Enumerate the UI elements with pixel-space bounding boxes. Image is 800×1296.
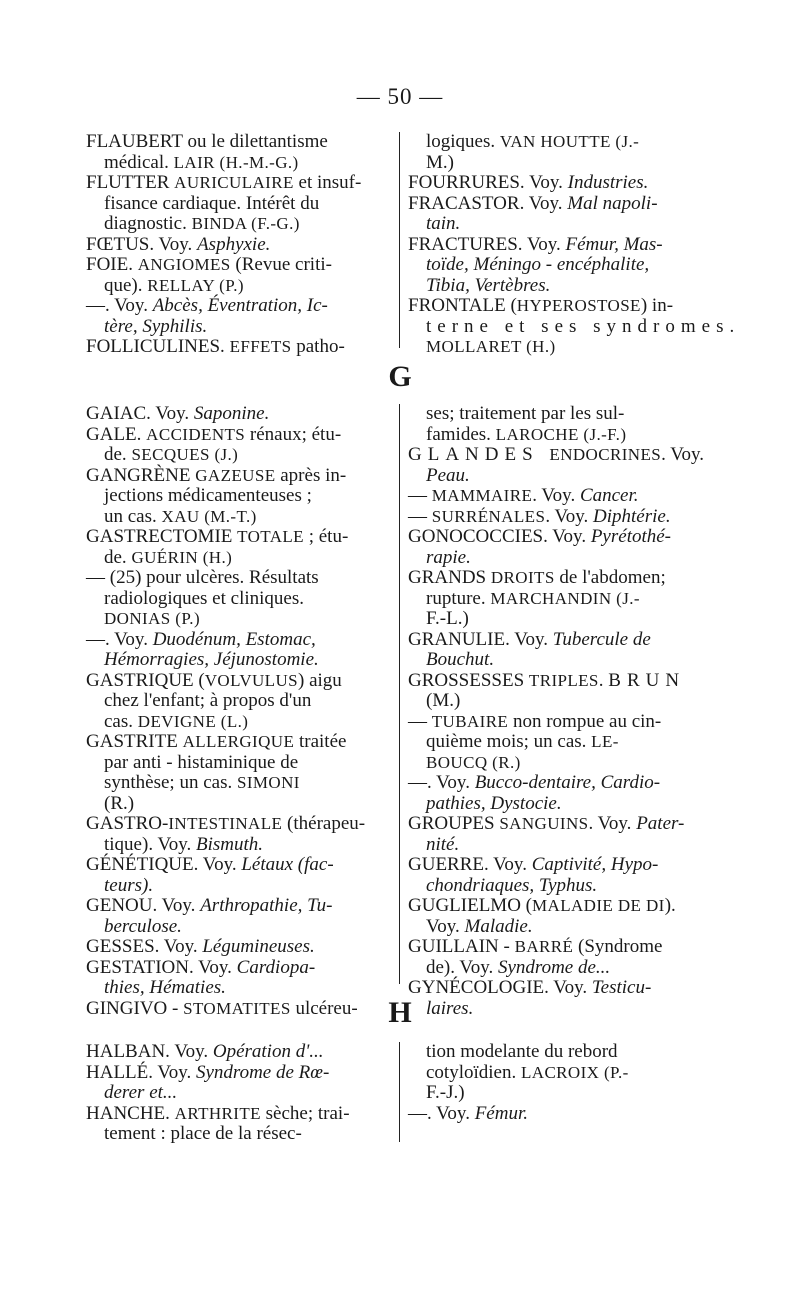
entry-text: GYNÉCOLOGIE. Voy. [408,977,592,998]
entry-text: de l'abdomen; [554,567,666,588]
cross-reference-text: Arthropathie, Tu- [200,895,333,916]
entry-line [408,794,714,815]
entry-line [86,173,392,194]
cross-reference-text: Abcès, Éventration, Ic- [152,295,328,316]
entry-text: . Voy. [588,813,637,834]
entry-line [86,855,392,876]
entry-text: — [408,710,432,732]
cross-reference-text: Industries. [567,172,649,193]
entry-line [408,194,714,215]
author-or-subtopic-text: TRIPLES [528,670,599,690]
section-f-entries [86,131,741,357]
entry-line [408,1083,714,1104]
right-column [408,131,741,358]
author-or-subtopic-text: ARTHRITE [174,1103,261,1123]
cross-reference-text: Bouchut. [426,649,495,670]
author-or-subtopic-text: BOUCQ (R.) [426,752,521,772]
entry-text: FRACASTOR. Voy. [408,192,568,214]
entry-text: . [598,669,609,691]
author-or-subtopic-text: MOLLARET (H.) [426,337,556,356]
entry-line [408,773,714,794]
cross-reference-text: Bucco-dentaire, Cardio- [474,772,661,793]
entry-text: FŒTUS. Voy. [86,233,198,255]
entry-line [408,173,714,194]
entry-line [86,548,392,569]
author-or-subtopic-text: LAIR (H.-M.-G.) [173,152,299,172]
entry-line [408,691,714,712]
entry-line [408,404,714,425]
entry-line [86,568,392,589]
entry-line [86,794,392,815]
author-or-subtopic-text: TUBAIRE [431,711,509,731]
author-or-subtopic-text: LACROIX (P.- [520,1062,629,1082]
entry-line [408,466,714,487]
author-or-subtopic-text: DONIAS (P.) [104,609,201,628]
cross-reference-text: Fémur, Mas- [565,233,663,255]
entry-text: de. [104,444,132,465]
author-or-subtopic-text: ACCIDENTS [146,424,246,444]
entry-text: Voy. [426,915,465,937]
entry-line [86,425,392,446]
entry-text: BRUN [608,669,686,691]
entry-text: rénaux; étu- [245,423,342,445]
entry-text: GAIAC. Voy. [86,403,194,424]
entry-text: ulcéreu- [290,997,358,1019]
entry-line [86,958,392,979]
entry-line [86,255,392,276]
entry-text: quième mois; un cas. [426,731,592,752]
cross-reference-text: Tibia, Vertèbres. [426,274,551,296]
entry-line [408,214,714,235]
entry-line [86,1124,392,1145]
entry-line [86,835,392,856]
cross-reference-text: chondriaques, Typhus. [426,874,598,896]
cross-reference-text: pathies, Dystocie. [426,792,562,814]
entry-line [86,527,392,548]
entry-line [86,650,392,671]
cross-reference-text: berculose. [104,915,182,937]
entry-text: tement : place de la résec- [104,1123,302,1144]
entry-text: GROSSESSES [408,669,529,691]
entry-line [408,814,714,835]
entry-text: GRANULIE. Voy. [408,628,553,650]
right-column [408,404,714,1019]
entry-line [86,153,392,174]
author-or-subtopic-text: DROITS [490,568,555,587]
entry-text: terne et ses syndromes. [426,315,741,337]
entry-text: GUERRE. Voy. [408,854,532,875]
cross-reference-text: tain. [426,213,461,234]
entry-text: FOLLICULINES. [86,336,230,357]
entry-text: F.-J.) [426,1082,465,1103]
entry-line [86,1104,392,1125]
entry-line [86,132,392,153]
entry-line [86,671,392,692]
section-h-entries [86,1042,714,1152]
author-or-subtopic-text: VOLVULUS [204,670,298,690]
cross-reference-text: Létaux (fac- [241,854,334,875]
author-or-subtopic-text: SURRÉNALES [431,506,546,526]
entry-text: . Voy. [545,505,594,527]
cross-reference-text: Opération d'... [212,1041,324,1062]
entry-text: que). [104,274,148,296]
entry-line [86,337,392,358]
entry-text: HALLÉ. Voy. [86,1061,196,1083]
cross-reference-text: Syndrome de Rœ- [195,1061,330,1083]
author-or-subtopic-text: MAMMAIRE [431,486,533,505]
entry-text: FOURRURES. Voy. [408,172,568,193]
entry-text: ) aigu [298,669,342,691]
author-or-subtopic-text: RELLAY (P.) [147,275,244,295]
author-or-subtopic-text: TOTALE [237,527,304,546]
cross-reference-text: Légumineuses. [202,936,315,957]
entry-line [408,671,714,692]
entry-text: . Voy. [661,444,705,465]
entry-text: — (25) pour ulcères. Résultats [86,567,319,588]
entry-line [86,1083,392,1104]
entry-text: ) in- [640,295,674,316]
entry-text: un cas. [104,505,162,527]
entry-line [408,896,714,917]
entry-text: ). [664,895,676,916]
entry-line [86,276,392,297]
entry-line [86,486,392,507]
entry-text: —. Voy. [86,628,153,650]
entry-text: tion modelante du rebord [426,1041,618,1062]
entry-line [408,486,714,507]
entry-line [408,153,714,174]
entry-line [86,507,392,528]
entry-text: jections médicamenteuses ; [104,485,312,506]
cross-reference-text: Syndrome de... [497,956,611,978]
entry-line [408,958,714,979]
entry-line [408,337,714,358]
entry-line [408,507,714,528]
entry-line [86,296,392,317]
entry-text: —. Voy. [86,295,153,316]
entry-line [86,773,392,794]
entry-text: traitée [294,731,347,752]
entry-text: diagnostic. [104,213,192,234]
entry-line [408,527,714,548]
cross-reference-text: Bismuth. [196,833,264,855]
cross-reference-text: Cardiopa- [236,956,316,978]
author-or-subtopic-text: SIMONI [236,773,300,792]
cross-reference-text: Captivité, Hypo- [531,854,659,875]
entry-line [86,630,392,651]
entry-text: GESTATION. Voy. [86,956,237,978]
author-or-subtopic-text: LE- [591,732,619,751]
entry-text: de. [104,546,132,568]
entry-line [408,732,714,753]
entry-line [408,548,714,569]
entry-text: GUILLAIN - [408,936,515,957]
column-divider [399,1042,400,1142]
cross-reference-text: Hémorragies, Jéjunostomie. [104,649,319,670]
section-g-entries [86,404,714,1020]
letter-heading-g: G [388,360,412,393]
entry-text: — [408,505,432,527]
cross-reference-text: Asphyxie. [197,233,271,255]
entry-text: GRANDS [408,567,491,588]
author-or-subtopic-text: INTESTINALE [168,814,283,833]
entry-text: (Syndrome [573,936,663,957]
entry-text: cotyloïdien. [426,1061,521,1083]
author-or-subtopic-text: AURICULAIRE [174,173,294,192]
cross-reference-text: Pater- [636,813,685,834]
author-or-subtopic-text: GAZEUSE [195,465,276,485]
entry-line [408,876,714,897]
author-or-subtopic-text: MARCHANDIN (J.- [490,588,640,608]
entry-line [408,835,714,856]
entry-text: GASTRO- [86,813,169,834]
entry-text: de). Voy. [426,956,498,978]
entry-text: logiques. [426,131,500,152]
cross-reference-text: Duodénum, Estomac, [152,628,316,650]
entry-text: GANGRÈNE [86,464,196,486]
entry-line [408,937,714,958]
entry-text: chez l'enfant; à propos d'un [104,690,312,711]
author-or-subtopic-text: MALADIE DE DI [532,896,665,915]
entry-line [408,132,714,153]
entry-text: (R.) [104,792,135,814]
cross-reference-text: Cancer. [579,485,639,506]
entry-text: GASTRIQUE ( [86,669,205,691]
entry-text: GUGLIELMO ( [408,895,533,916]
entry-line [86,753,392,774]
author-or-subtopic-text: EFFETS [229,337,292,356]
entry-line [86,732,392,753]
cross-reference-text: derer et... [104,1082,178,1103]
column-divider [399,404,400,984]
cross-reference-text: Diphtérie. [593,505,671,527]
entry-line [86,712,392,733]
entry-line [86,445,392,466]
entry-text: tique). Voy. [104,833,197,855]
entry-line [408,712,714,733]
entry-text: GLANDES [408,444,550,465]
entry-line [86,1063,392,1084]
entry-line [408,1104,714,1125]
cross-reference-text: Tubercule de [552,628,651,650]
entry-line [86,937,392,958]
entry-text: (M.) [426,690,461,711]
entry-text: . Voy. [532,485,580,506]
cross-reference-text: Maladie. [464,915,533,937]
entry-line [408,276,714,297]
cross-reference-text: nité. [426,833,460,855]
cross-reference-text: toïde, Méningo - encéphalite, [426,254,650,275]
author-or-subtopic-text: STOMATITES [183,998,291,1018]
entry-text: —. Voy. [408,772,475,793]
entry-text: et insuf- [293,172,362,193]
entry-line [408,425,714,446]
entry-text: FLAUBERT ou le dilettantisme [86,131,328,152]
entry-text: non rompue au cin- [508,710,662,732]
entry-text: (Revue criti- [230,254,332,275]
entry-text: (thérapeu- [282,813,366,834]
entry-text: rupture. [426,587,491,609]
author-or-subtopic-text: XAU (M.-T.) [161,506,257,526]
entry-text: synthèse; un cas. [104,772,237,793]
entry-line [86,317,392,338]
entry-line [408,235,714,256]
entry-line [408,296,714,317]
author-or-subtopic-text: HYPEROSTOSE [516,296,641,315]
entry-line [408,650,714,671]
entry-text: GASTRITE [86,731,183,752]
entry-text: FLUTTER [86,172,175,193]
entry-text: ; étu- [303,526,349,547]
cross-reference-text: laires. [426,997,474,1019]
entry-line [86,466,392,487]
entry-text: après in- [275,464,347,486]
entry-text: fisance cardiaque. Intérêt du [104,192,320,214]
author-or-subtopic-text: BARRÉ [514,937,574,956]
entry-line [86,235,392,256]
entry-text: — [408,485,432,506]
entry-text: GALE. [86,423,147,445]
entry-text: GASTRECTOMIE [86,526,238,547]
entry-text: GESSES. Voy. [86,936,203,957]
cross-reference-text: tère, Syphilis. [104,315,208,337]
author-or-subtopic-text: VAN HOUTTE (J.- [499,132,640,151]
entry-line [86,917,392,938]
entry-text: GINGIVO - [86,997,184,1019]
entry-text: —. Voy. [408,1102,475,1124]
entry-text: GÉNÉTIQUE. Voy. [86,854,242,875]
author-or-subtopic-text: ENDOCRINES [549,445,662,464]
entry-line [408,753,714,774]
cross-reference-text: teurs). [104,874,154,896]
letter-heading-h: H [388,996,412,1029]
left-column [86,404,392,1019]
entry-text: radiologiques et cliniques. [104,587,304,609]
entry-text: médical. [104,151,174,173]
author-or-subtopic-text: BINDA (F.-G.) [191,214,300,233]
entry-line [408,255,714,276]
author-or-subtopic-text: GUÉRIN (H.) [131,547,233,567]
entry-text: sèche; trai- [260,1102,350,1124]
author-or-subtopic-text: ANGIOMES [137,255,231,274]
entry-line [86,194,392,215]
left-column [86,132,392,358]
left-column [86,1042,392,1145]
author-or-subtopic-text: LAROCHE (J.-F.) [495,424,627,444]
entry-line [408,855,714,876]
entry-line [408,568,714,589]
entry-text: GROUPES [408,813,500,834]
entry-text: FOIE. [86,254,138,275]
entry-text: famides. [426,423,496,445]
entry-line [86,1042,392,1063]
entry-line [86,609,392,630]
entry-line [86,589,392,610]
cross-reference-text: Mal napoli- [567,192,658,214]
entry-line [408,1042,714,1063]
entry-line [408,445,714,466]
entry-line [86,214,392,235]
entry-line [408,609,714,630]
entry-text: HALBAN. Voy. [86,1041,213,1062]
cross-reference-text: Testicu- [591,977,652,998]
entry-line [408,315,741,338]
entry-text: GONOCOCCIES. Voy. [408,526,591,547]
entry-text: F.-L.) [426,608,469,629]
entry-text: GENOU. Voy. [86,895,201,916]
author-or-subtopic-text: DEVIGNE (L.) [137,711,249,731]
entry-text: M.) [426,151,454,173]
cross-reference-text: Pyrétothé- [590,526,672,547]
cross-reference-text: Peau. [426,464,470,486]
entry-line [86,896,392,917]
entry-line [408,630,714,651]
entry-text: FRACTURES. Voy. [408,233,566,255]
right-column [408,1042,714,1124]
cross-reference-text: Fémur. [474,1102,529,1124]
entry-text: patho- [291,336,345,357]
entry-text: par anti - histaminique de [104,751,299,773]
entry-text: ses; traitement par les sul- [426,403,625,424]
entry-line [408,1063,714,1084]
cross-reference-text: rapie. [426,546,471,568]
entry-text: cas. [104,710,138,732]
author-or-subtopic-text: SANGUINS [499,814,589,833]
page-number: — 50 — [356,84,444,109]
entry-line [408,917,714,938]
author-or-subtopic-text: ALLERGIQUE [182,732,295,751]
column-divider [399,132,400,348]
entry-line [86,814,392,835]
entry-line [408,589,714,610]
entry-text: FRONTALE ( [408,295,517,316]
author-or-subtopic-text: SECQUES (J.) [131,445,239,464]
cross-reference-text: thies, Hématies. [104,977,226,998]
entry-line [86,691,392,712]
entry-line [86,876,392,897]
entry-text: HANCHE. [86,1102,175,1124]
entry-line [86,404,392,425]
cross-reference-text: Saponine. [193,403,270,424]
